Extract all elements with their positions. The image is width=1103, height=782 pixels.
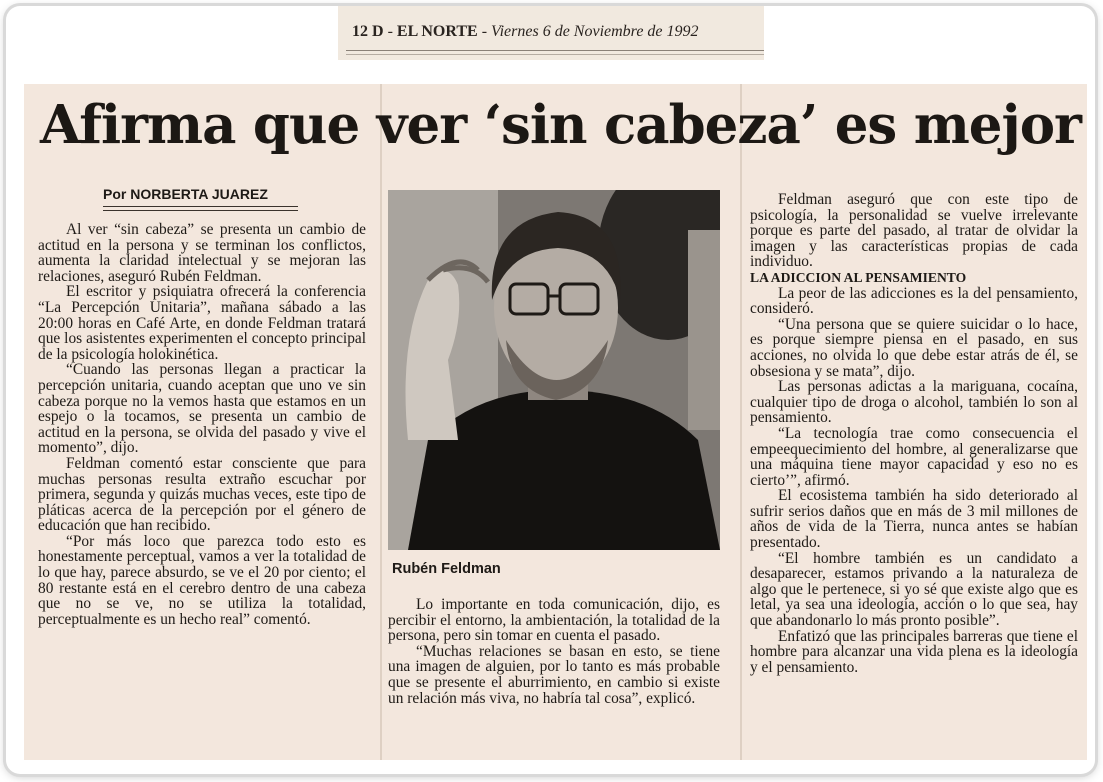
masthead-rule-2 [346,54,764,55]
paragraph: “El hombre también es un candidato a desaparecer, estamos privando a la naturaleza de algo que le pertenece, si yo sé que existe algo que es letal, ya sea una ideología, acción o lo que sea, hay que abandonarlo lo más pronto posible”. [750,549,1078,630]
fold-line [740,84,742,760]
newspaper-name: EL NORTE [396,23,478,40]
portrait-illustration [388,190,720,550]
masthead-sep-2: - [477,23,492,40]
photo-caption: Rubén Feldman [392,561,501,577]
paragraph: Las personas adictas a la mariguana, cocaína, cualquier tipo de droga o alcohol, también lo son al pensamiento. [750,378,1078,427]
subheading: LA ADICCION AL PENSAMIENTO [750,269,967,285]
byline-rule-2 [103,210,298,211]
byline-prefix: Por [103,186,131,202]
masthead [352,23,699,41]
headline: Afirma que ver ‘sin cabeza’ es mejor [40,94,1081,156]
paragraph: “La tecnología trae como consecuencia el empeequecimiento del hombre, al generalizarse que una máquina tiene mayor capacidad y eso no es cierto’”, afirmó. [750,424,1078,489]
byline-rule [103,206,298,207]
author-name: NORBERTA JUAREZ [130,186,268,202]
paragraph: Feldman comentó estar consciente que para muchas personas resulta extraño escuchar por primera, segunda y quizás muchas veces, este tipo de pláticas acerca de la percepción por el género de educación que han recibido. [38,454,366,535]
paragraph: La peor de las adicciones es la del pensamiento, consideró. [750,284,1078,318]
article-column-3 [750,192,1078,675]
byline [103,186,268,202]
article-column-2 [388,597,720,706]
paragraph: Enfatizó que las principales barreras que tiene el hombre para alcanzar una vida plena es la ideología y el pensamiento. [750,627,1078,676]
paragraph: Feldman aseguró que con este tipo de psicología, la personalidad se vuelve irrelevante porque es parte del pasado, al tratar de olvidar la imagen y las características propias de cada individuo. [750,191,1078,271]
masthead-rule [346,50,764,51]
paragraph: El escritor y psiquiatra ofrecerá la conferencia “La Percepción Unitaria”, mañana sábado a las 20:00 horas en Café Arte, en donde Feldman tratará que los asistentes experimenten el concepto principal de la psicología holokinética. [38,283,366,363]
masthead-sep: - [383,23,397,40]
paragraph: “Muchas relaciones se basan en esto, se tiene una imagen de alguien, por lo tanto es más probable que se presente el aburrimiento, en cambio si existe un relación más viva, no habría tal cosa”, explicó. [388,642,720,707]
paragraph: “Cuando las personas llegan a practicar la percepción unitaria, cuando aceptan que uno ve sin cabeza porque no la vemos hasta que estamos en un espejo o la tocamos, se presenta un cambio de actitud en la persona, se olvida del pasado y vive el momento”, dijo. [38,361,366,457]
paragraph: “Por más loco que parezca todo esto es honestamente perceptual, vamos a ver la totalidad de lo que hay, parece absurdo, se ve el 20 por ciento; el 80 restante está en el cerebro dentro de una cabeza que no se ve, no se utiliza la totalidad, perceptualmente es un hecho real” comentó. [38,532,366,628]
fold-line [380,84,382,760]
paragraph: El ecosistema también ha sido deteriorado al sufrir serios daños que en más de 3 mil millones de años de vida de la Tierra, nunca antes se habían presentado. [750,487,1078,552]
paragraph: Al ver “sin cabeza” se presenta un cambio de actitud en la persona y se terminan los conflictos, aumenta la claridad intelectual y se mejoran las relaciones, aseguró Rubén Feldman. [38,221,366,285]
paragraph: “Una persona que se quiere suicidar o lo hace, es porque siempre piensa en el pasado, en sus acciones, no olvida lo que debe estar atrás de él, se obsesiona y se mata”, dijo. [750,315,1078,380]
article-column-1 [38,222,366,627]
issue-date: Viernes 6 de Noviembre de 1992 [491,23,699,40]
paragraph: Lo importante en toda comunicación, dijo, es percibir el entorno, la ambientación, la totalidad de la persona, pero sin tomar en cuenta el pasado. [388,596,720,645]
page-number: 12 D [352,23,384,40]
portrait-photo [388,190,720,550]
